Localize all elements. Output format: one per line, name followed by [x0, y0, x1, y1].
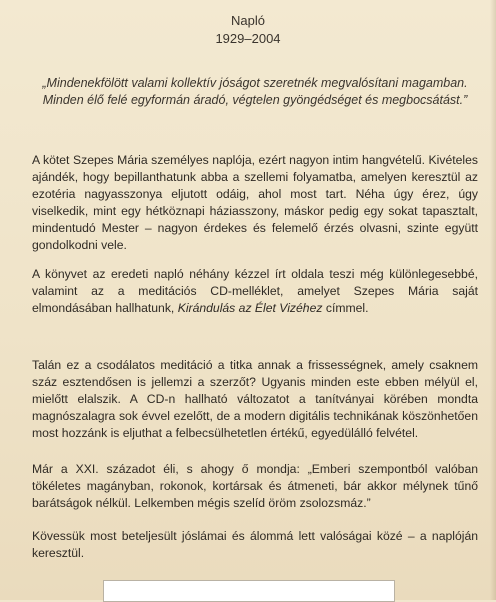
paragraph-3: Talán ez a csodálatos meditáció a titka annak a frissességnek, amely csaknem száz esztendősen is jellemzi a szerzőt? Ugyanis minden este ebben mélyül el, mielőtt elalszik. A CD-n hallható változatot a tanítványai körében mondta magnószalagra sok évvel ezelőtt, de a modern digitális technikának köszönhetően most hozzánk is eljuthat a felbecsülhetetlen értékű, egyedülálló felvétel. [32, 358, 478, 440]
page-edge-shadow [490, 0, 496, 600]
paragraph-4: Már a XXI. századot éli, s ahogy ő mondja: „Emberi szempontból valóban tökéletes magányban, rokonok, kortársak és átmeneti, bár akkor mélynek tűnő barátságok nélkül. Lelkemben mégis szelíd öröm zsolozsmáz.” [32, 462, 478, 510]
book-title: Napló [231, 13, 265, 28]
paragraph-5: Kövessük most beteljesült jóslámai és álommá lett valóságai közé – a naplóján keresztül. [32, 529, 478, 560]
paragraph-2 [32, 266, 478, 317]
paragraph-2-text-before: A könyvet az eredeti napló néhány kézzel írt oldala teszi még különlegesebbé, valamint az a meditációs CD-melléklet, amelyet Szepes Mária saját elmondásában hallhatunk, [32, 267, 478, 315]
paragraph-2-text-after: címmel. [325, 301, 369, 315]
barcode-box [103, 580, 395, 602]
opening-quote: „Mindenekfölött valami kollektív jóságot szeretnék megvalósítani magamban. Minden élő felé egyformán áradó, végtelen gyöngédséget és megbocsátást.” [42, 76, 468, 107]
book-years: 1929–2004 [215, 31, 281, 46]
paragraph-1: A kötet Szepes Mária személyes naplója, ezért nagyon intim hangvételű. Kivételes ajándék, hogy bepillanthatunk abba a szellemi folyamatba, amelyen keresztül az ezotéria nagyasszonya eljutott odáig, ahol most tart. Néha úgy érez, úgy viselkedik, mint egy hétköznapi háziasszony, máskor pedig egy sokat tapasztalt, mindentudó Mester – nagyon érdekes és felemelő érzés olvasni, szinte együtt gondolkodni vele. [32, 153, 478, 252]
cd-title: Kirándulás az Élet Vizéhez [177, 301, 323, 315]
